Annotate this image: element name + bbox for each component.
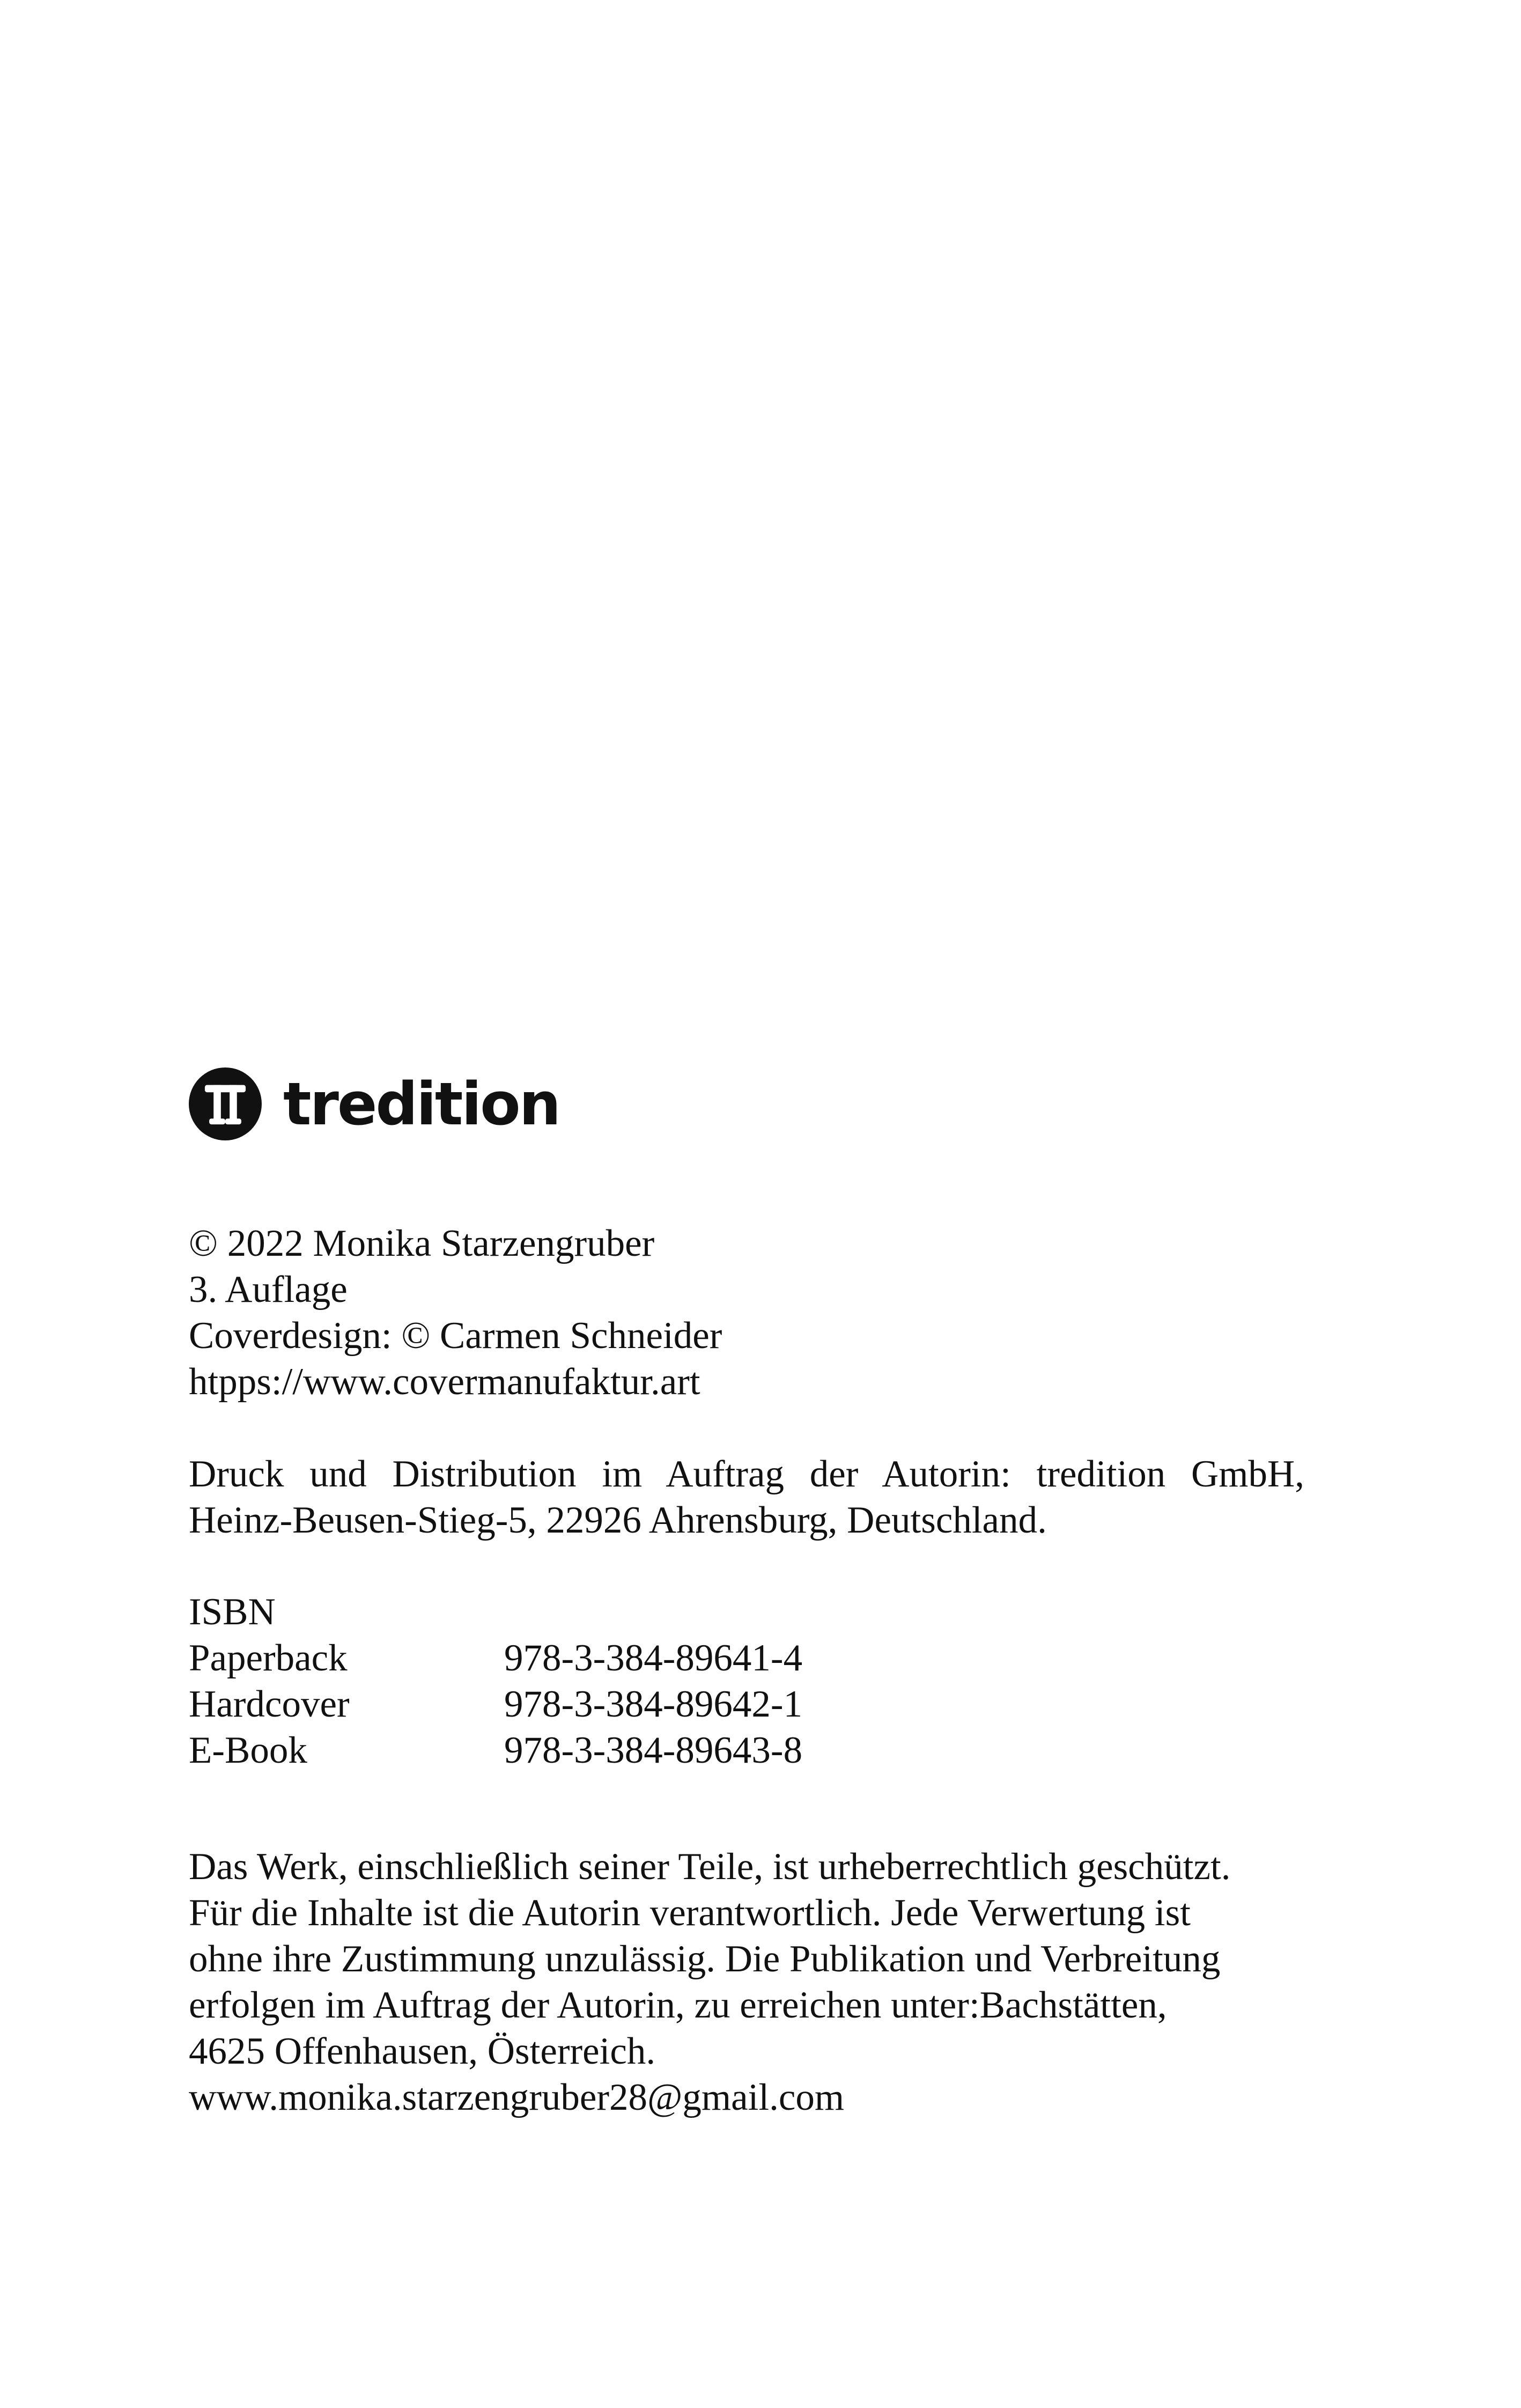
copyright-line: © 2022 Monika Starzengruber: [189, 1223, 655, 1264]
isbn-type: Paperback: [189, 1637, 348, 1679]
tredition-logo-icon: [189, 1067, 262, 1140]
print-line-2: Heinz-Beusen-Stieg-5, 22926 Ahrensburg, Deutschland.: [189, 1499, 1047, 1541]
author-email: www.monika.starzengruber28@gmail.com: [189, 2076, 845, 2118]
edition-line: 3. Auflage: [189, 1269, 348, 1310]
print-distribution-block: [189, 1451, 1304, 1543]
legal-notice-block: [189, 1844, 1304, 2120]
legal-line-5: 4625 Offenhausen, Österreich.: [189, 2030, 656, 2072]
legal-line-2: Für die Inhalte ist die Autorin verantwortlich. Jede Verwertung ist: [189, 1892, 1191, 1934]
isbn-block: [189, 1589, 1304, 1773]
cover-website-line: htpps://www.covermanufaktur.art: [189, 1361, 700, 1403]
isbn-number: 978-3-384-89641-4: [504, 1637, 803, 1679]
legal-line-1: Das Werk, einschließlich seiner Teile, ist urheberrechtlich geschützt.: [189, 1846, 1231, 1888]
isbn-number: 978-3-384-89642-1: [504, 1683, 803, 1725]
isbn-type: E-Book: [189, 1729, 307, 1771]
isbn-row-paperback: [189, 1635, 1304, 1681]
isbn-row-hardcover: [189, 1681, 1304, 1727]
publisher-name: tredition: [283, 1070, 560, 1138]
isbn-heading: ISBN: [189, 1591, 276, 1633]
isbn-type: Hardcover: [189, 1683, 350, 1725]
legal-line-4: erfolgen im Auftrag der Autorin, zu erreichen unter:Bachstätten,: [189, 1984, 1167, 2026]
isbn-row-ebook: [189, 1727, 1304, 1773]
publisher-logo: [189, 1066, 559, 1142]
isbn-number: 978-3-384-89643-8: [504, 1729, 803, 1771]
cover-design-line: Coverdesign: © Carmen Schneider: [189, 1315, 722, 1357]
credits-block: [189, 1220, 1304, 1405]
print-line-1: Druck und Distribution im Auftrag der Autorin: tredition GmbH,: [189, 1453, 1304, 1495]
legal-line-3: ohne ihre Zustimmung unzulässig. Die Publikation und Verbreitung: [189, 1938, 1221, 1980]
